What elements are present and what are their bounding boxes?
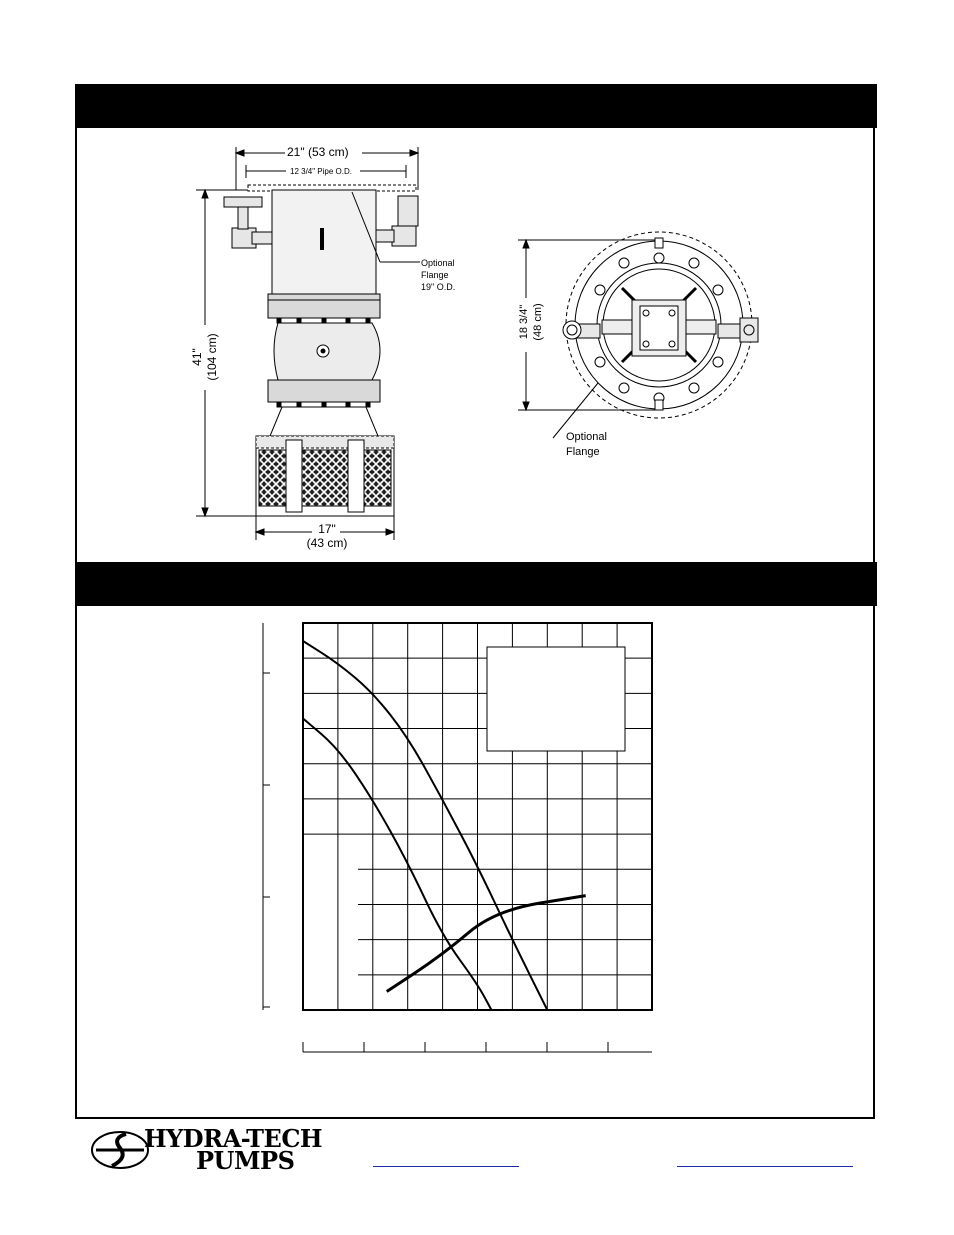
brand-name-line1: HYDRA-TECH <box>144 1124 323 1153</box>
label-optional-flange-top: Optional Flange <box>566 431 607 458</box>
dim-width-top: 21" (53 cm) <box>287 145 349 159</box>
dim-pipe-od: 12 3/4" Pipe O.D. <box>290 167 352 176</box>
hydra-tech-logo-mark-icon <box>90 1128 150 1172</box>
performance-chart <box>263 623 652 1052</box>
side-view-pump <box>196 147 420 540</box>
footer-link-2[interactable] <box>677 1166 853 1167</box>
dim-top-view: 18 3/4" (48 cm) <box>518 303 544 341</box>
chart-legend-box <box>487 647 625 751</box>
label-optional-flange-side: Optional Flange 19" O.D. <box>421 258 456 292</box>
footer-link-1[interactable] <box>373 1166 519 1167</box>
brand-name-line2: PUMPS <box>196 1146 295 1175</box>
dim-base: 17" (43 cm) <box>306 522 348 550</box>
top-view-pump <box>518 232 758 438</box>
dim-height: 41" (104 cm) <box>190 333 219 381</box>
